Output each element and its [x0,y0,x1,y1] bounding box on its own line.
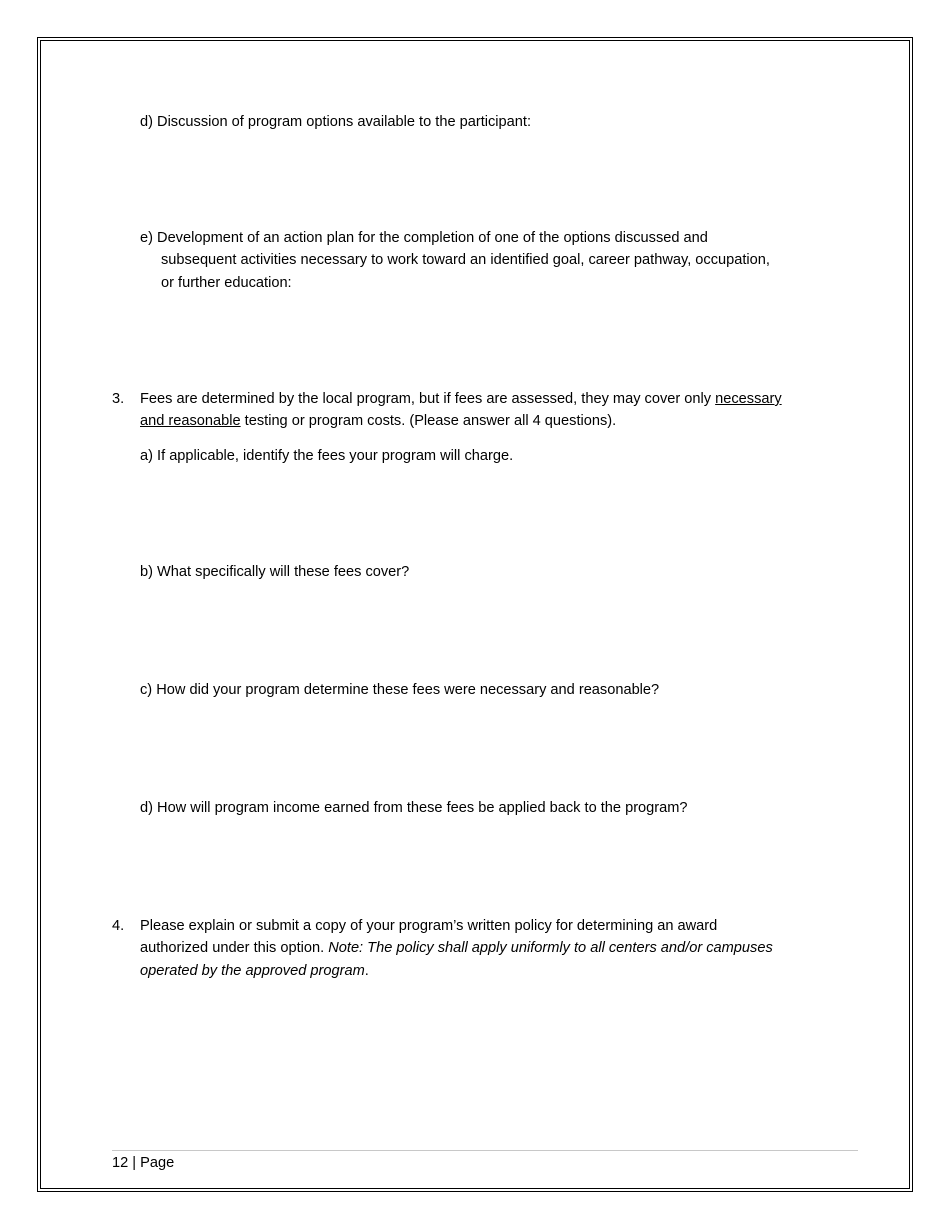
question-4-note-italic-end: operated by the approved program [140,963,365,979]
page-border-inner [40,40,910,1189]
question-4-line-2-text: authorized under this option. [140,940,329,956]
footer-divider [112,1150,858,1151]
item-e-line-3: or further education: [161,275,292,291]
question-3-line-1 [140,388,782,411]
question-4-line-3 [140,960,369,983]
question-3-sub-b: b) What specifically will these fees cover? [140,564,410,580]
question-3-underlined-necessary: necessary [715,391,782,407]
question-3-sub-d: d) How will program income earned from these fees be applied back to the program? [140,800,688,816]
question-4-line-1: Please explain or submit a copy of your program’s written policy for determining an award [140,918,718,934]
page-label: Page [140,1155,175,1171]
question-3-underlined-reasonable: and reasonable [140,413,241,429]
question-3-line-2-text: testing or program costs. (Please answer all 4 questions). [240,413,617,429]
item-e-line-1: e) Development of an action plan for the completion of one of the options discussed and [140,230,708,246]
question-4-line-3-period: . [364,963,369,979]
question-3-sub-a: a) If applicable, identify the fees your program will charge. [140,448,514,464]
page-footer [112,1152,174,1174]
question-3-number: 3. [112,391,125,407]
footer-separator: | [132,1155,137,1171]
question-4-line-2 [140,937,773,960]
item-d-text: d) Discussion of program options available to the participant: [140,114,531,130]
item-e-line-2: subsequent activities necessary to work toward an identified goal, career pathway, occupation, [161,252,770,268]
question-3-sub-c: c) How did your program determine these fees were necessary and reasonable? [140,682,660,698]
question-4-note-italic: Note: The policy shall apply uniformly to all centers and/or campuses [328,940,773,956]
question-3-line-2 [140,410,616,433]
page-number: 12 [112,1155,129,1171]
question-3-line-1-text: Fees are determined by the local program, but if fees are assessed, they may cover only [140,391,716,407]
question-4-number: 4. [112,918,125,934]
